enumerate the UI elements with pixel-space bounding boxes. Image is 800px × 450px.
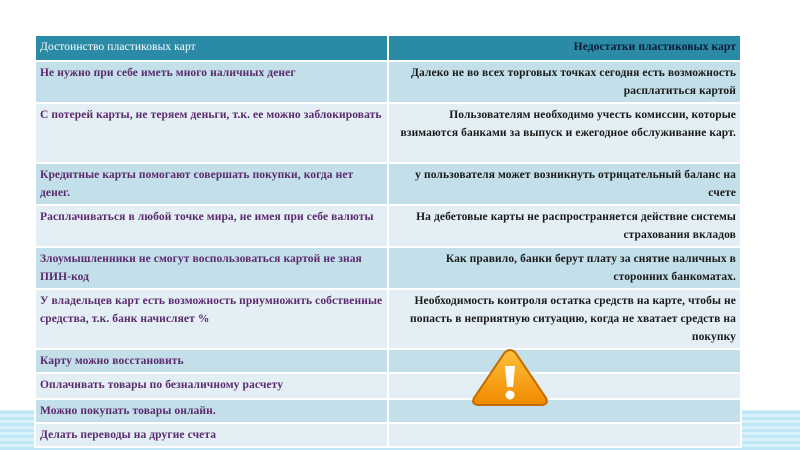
- disadvantage-cell: Пользователям необходимо учесть комиссии, которые взимаются банками за выпуск и ежегодное обслуживание карт.: [388, 103, 741, 163]
- header-disadvantages: Недостатки пластиковых карт: [388, 35, 741, 61]
- warning-icon: [470, 346, 550, 408]
- table-row: [35, 247, 741, 289]
- table-row: [35, 103, 741, 163]
- disadvantage-cell: [388, 423, 741, 447]
- table-row: [35, 349, 741, 373]
- disadvantage-cell: [388, 349, 741, 373]
- table-row: [35, 289, 741, 349]
- disadvantage-cell: Необходимость контроля остатка средств на карте, чтобы не попасть в неприятную ситуацию, когда не хватает средств на покупку: [388, 289, 741, 349]
- advantage-cell: Расплачиваться в любой точке мира, не имея при себе валюты: [35, 205, 388, 247]
- disadvantage-cell: Как правило, банки берут плату за снятие наличных в сторонних банкоматах.: [388, 247, 741, 289]
- disadvantage-cell: На дебетовые карты не распространяется действие системы страхования вкладов: [388, 205, 741, 247]
- advantage-cell: Карту можно восстановить: [35, 349, 388, 373]
- advantage-cell: Кредитные карты помогают совершать покупки, когда нет денег.: [35, 163, 388, 205]
- advantage-cell: Злоумышленники не смогут воспользоваться картой не зная ПИН-код: [35, 247, 388, 289]
- advantage-cell: Делать переводы на другие счета: [35, 423, 388, 447]
- advantage-cell: Не нужно при себе иметь много наличных денег: [35, 61, 388, 103]
- disadvantage-cell: [388, 373, 741, 399]
- table-row: [35, 61, 741, 103]
- advantage-cell: Оплачивать товары по безналичному расчету: [35, 373, 388, 399]
- disadvantage-cell: у пользователя может возникнуть отрицательный баланс на счете: [388, 163, 741, 205]
- table-row: [35, 373, 741, 399]
- comparison-table: [34, 34, 742, 448]
- table-row: [35, 423, 741, 447]
- advantage-cell: Можно покупать товары онлайн.: [35, 399, 388, 423]
- header-advantages: Достоинство пластиковых карт: [35, 35, 388, 61]
- table-row: [35, 163, 741, 205]
- advantage-cell: У владельцев карт есть возможность приумножить собственные средства, т.к. банк начисляет %: [35, 289, 388, 349]
- disadvantage-cell: [388, 399, 741, 423]
- table-header-row: [35, 35, 741, 61]
- disadvantage-cell: Далеко не во всех торговых точках сегодня есть возможность расплатиться картой: [388, 61, 741, 103]
- advantage-cell: С потерей карты, не теряем деньги, т.к. ее можно заблокировать: [35, 103, 388, 163]
- table-row: [35, 205, 741, 247]
- table-row: [35, 399, 741, 423]
